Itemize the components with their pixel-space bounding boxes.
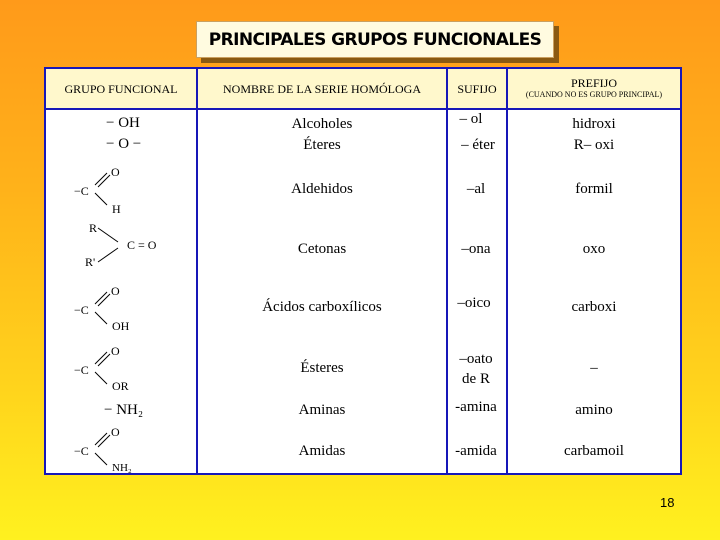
header-nombre-label: NOMBRE DE LA SERIE HOMÓLOGA [223,81,421,96]
prefix-amino: amino [575,402,613,418]
header-divider [46,108,680,110]
amide-structure [61,421,171,476]
aldehyde-o: O [111,165,120,179]
ester-c: −C [74,363,89,377]
acid-c: −C [74,303,89,317]
name-eteres: Éteres [303,137,341,153]
aldehyde-h: H [112,202,121,216]
suffix-amida: -amida [455,443,497,459]
prefix-carbamoil: carbamoil [564,443,624,459]
formula-ether: − O − [106,136,142,152]
header-nombre [198,69,446,109]
ketone-structure [76,220,196,270]
name-acidos: Ácidos carboxílicos [262,299,382,315]
amide-c: −C [74,444,89,458]
suffix-eter: – éter [461,137,495,153]
prefix-oxi: R– oxi [573,137,615,153]
name-amidas: Amidas [298,443,346,459]
suffix-oato: –oato [459,351,493,367]
page-number: 18 [660,495,675,510]
suffix-amina: -amina [455,399,497,415]
ester-o: O [111,344,120,358]
prefix-oxo: oxo [582,241,606,257]
name-aldehidos: Aldehidos [291,181,353,197]
header-sufijo [448,69,506,109]
formula-oh: − OH [106,115,140,131]
acid-o: O [111,284,120,298]
aldehyde-c: −C [74,184,89,198]
ester-structure [61,340,171,395]
header-grupo [46,69,196,109]
ketone-r1: R [89,221,98,235]
ketone-co: C = O [127,238,157,252]
suffix-de-r: de R [462,371,490,387]
title-box [196,21,554,58]
amide-nh2: NH₂ [112,462,132,474]
prefix-hidroxi: hidroxi [572,116,616,132]
acid-oh: OH [112,319,130,333]
aldehyde-structure [61,161,171,216]
prefix-carboxi: carboxi [571,299,617,315]
prefix-ester: – [590,360,598,376]
functional-groups-table [44,67,682,475]
name-alcoholes: Alcoholes [291,116,353,132]
acid-structure [61,280,171,335]
suffix-ona: –ona [461,241,491,257]
header-sufijo-label: SUFIJO [457,81,497,96]
header-prefijo-note: (CUANDO NO ES GRUPO PRINCIPAL) [525,90,663,99]
prefix-formil: formil [575,181,613,197]
header-prefijo [508,69,680,109]
name-aminas: Aminas [298,402,346,418]
ester-or: OR [112,379,129,393]
suffix-ol: – ol [459,111,483,127]
amide-o: O [111,425,120,439]
header-prefijo-label: PREFIJO [570,76,617,90]
formula-nh2: − NH₂ [104,402,144,418]
suffix-al: –al [466,181,486,197]
suffix-oico: –oico [457,295,491,311]
ketone-r2: R' [85,255,96,269]
page-title: PRINCIPALES GRUPOS FUNCIONALES [208,29,542,50]
header-grupo-label: GRUPO FUNCIONAL [64,81,178,96]
name-cetonas: Cetonas [297,241,347,257]
name-esteres: Ésteres [300,360,344,376]
